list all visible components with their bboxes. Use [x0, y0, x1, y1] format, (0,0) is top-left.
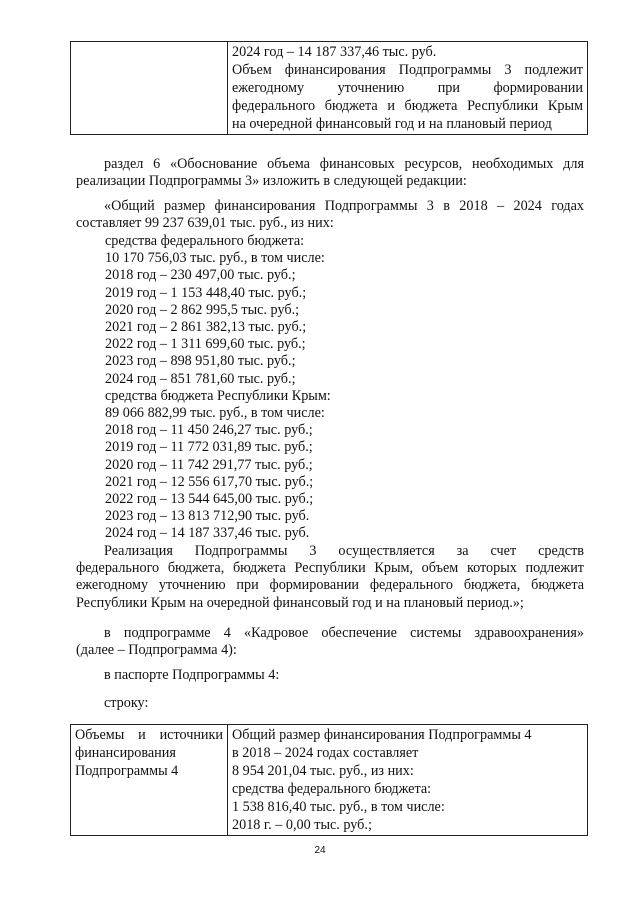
list-item: 2023 год – 898 951,80 тыс. руб.;	[105, 353, 296, 370]
list-item: 2024 год – 14 187 337,46 тыс. руб.	[105, 525, 310, 542]
bottom-table-right-cell	[228, 725, 588, 836]
text-line: строку:	[104, 695, 149, 711]
text-line: Реализация Подпрограммы 3 осуществляется за счет средств	[104, 543, 584, 559]
text-line: федерального бюджета, бюджета Республики Крым, объем которых подлежит	[76, 560, 584, 577]
list-item: 2020 год – 2 862 995,5 тыс. руб.;	[105, 301, 300, 318]
text-line: в подпрограмме 4 «Кадровое обеспечение системы здравоохранения»	[104, 625, 584, 641]
paragraph-implementation	[76, 543, 584, 612]
bottom-funding-table	[70, 724, 588, 836]
list-item: средства бюджета Республики Крым:	[105, 387, 331, 404]
paragraph-section6	[76, 156, 584, 190]
list-item: 2023 год – 13 813 712,90 тыс. руб.	[105, 508, 310, 525]
top-table-left-cell	[71, 42, 228, 135]
list-item: 2018 год – 230 497,00 тыс. руб.;	[105, 267, 296, 284]
text-line: составляет 99 237 639,01 тыс. руб., из них:	[76, 215, 334, 232]
text-line: (далее – Подпрограмма 4):	[76, 642, 237, 659]
list-item: 2020 год – 11 742 291,77 тыс. руб.;	[105, 456, 313, 473]
text-line: ежегодному уточнению при формировании федерального бюджета, бюджета	[76, 577, 584, 594]
list-item: 10 170 756,03 тыс. руб., в том числе:	[105, 250, 325, 267]
paragraph-passport	[76, 667, 584, 684]
top-funding-table	[70, 41, 588, 135]
bottom-table-left-cell	[71, 725, 228, 836]
paragraph-subprogram4	[76, 625, 584, 659]
list-item: 2021 год – 12 556 617,70 тыс. руб.;	[105, 473, 314, 490]
list-item: 2021 год – 2 861 382,13 тыс. руб.;	[105, 319, 307, 336]
top-table-right-cell	[228, 42, 588, 135]
paragraph-total	[76, 198, 584, 232]
text-line: в паспорте Подпрограммы 4:	[104, 667, 280, 683]
funding-list	[105, 233, 331, 543]
bottom-table-right-line: 2018 г. – 0,00 тыс. руб.;	[232, 817, 372, 833]
bottom-table-right-line: в 2018 – 2024 годах составляет	[232, 745, 419, 761]
text-line: реализации Подпрограммы 3» изложить в следующей редакции:	[76, 173, 467, 190]
text-line: Республики Крым на очередной финансовый год и на плановый период.»;	[76, 594, 524, 611]
list-item: 2019 год – 11 772 031,89 тыс. руб.;	[105, 439, 313, 456]
text-line: «Общий размер финансирования Подпрограммы 3 в 2018 – 2024 годах	[104, 198, 584, 214]
bottom-table-right-line: средства федерального бюджета:	[232, 781, 432, 797]
list-item: 2018 год – 11 450 246,27 тыс. руб.;	[105, 422, 313, 439]
top-table-line: федерального бюджета и бюджета Республики Крым	[232, 98, 583, 114]
list-item: 2024 год – 851 781,60 тыс. руб.;	[105, 370, 296, 387]
list-item: 2022 год – 1 311 699,60 тыс. руб.;	[105, 336, 306, 353]
top-table-line: 2024 год – 14 187 337,46 тыс. руб.	[232, 44, 437, 60]
bottom-table-left-line: финансирования	[75, 745, 176, 761]
top-table-line: Объем финансирования Подпрограммы 3 подлежит	[232, 62, 583, 78]
bottom-table-right-line: Общий размер финансирования Подпрограммы 4	[232, 727, 532, 743]
top-table-line: ежегодному уточнению при формировании	[232, 80, 583, 96]
top-table-line: на очередной финансовый год и на плановый период	[232, 116, 552, 132]
page-number: 24	[314, 845, 326, 856]
list-item: 2022 год – 13 544 645,00 тыс. руб.;	[105, 491, 314, 508]
text-line: раздел 6 «Обоснование объема финансовых ресурсов, необходимых для	[104, 156, 584, 172]
bottom-table-right-line: 8 954 201,04 тыс. руб., из них:	[232, 763, 414, 779]
list-item: 2019 год – 1 153 448,40 тыс. руб.;	[105, 284, 307, 301]
bottom-table-left-line: Подпрограммы 4	[75, 763, 179, 779]
bottom-table-left-line: Объемы и источники	[75, 727, 223, 743]
list-item: 89 066 882,99 тыс. руб., в том числе:	[105, 405, 325, 422]
bottom-table-right-line: 1 538 816,40 тыс. руб., в том числе:	[232, 799, 445, 815]
list-item: средства федерального бюджета:	[105, 233, 305, 249]
paragraph-row	[76, 695, 584, 712]
